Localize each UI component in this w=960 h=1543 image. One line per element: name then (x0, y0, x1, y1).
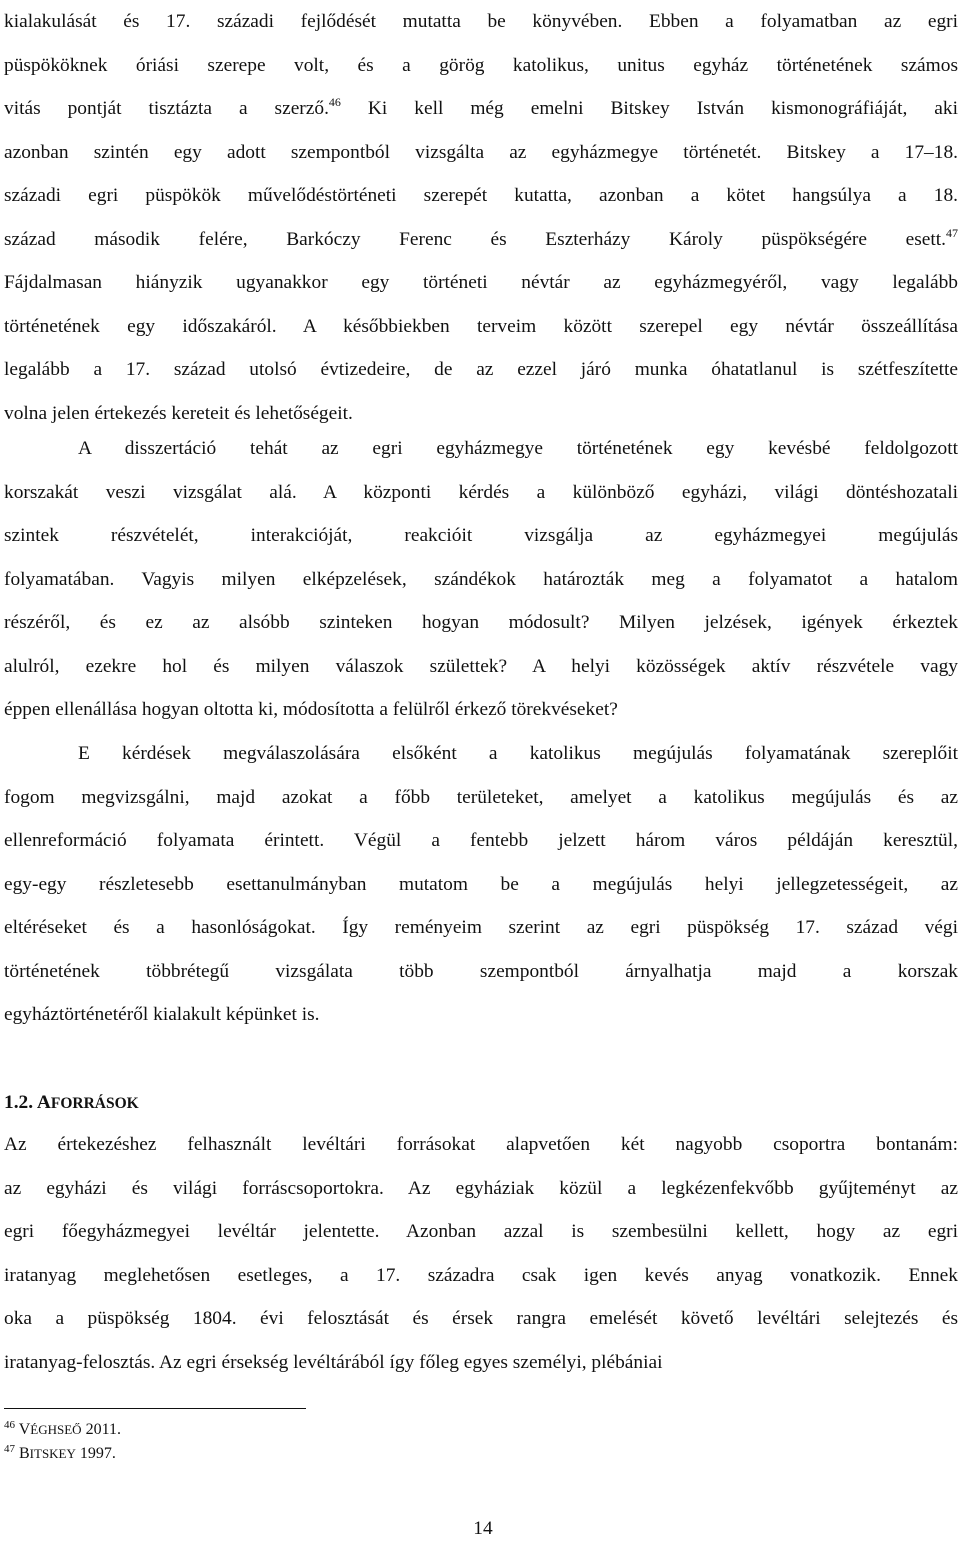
footnote-number: 46 (4, 1419, 15, 1431)
text-line: egyháztörténetéről kialakult képünket is. (4, 1004, 320, 1025)
section-title-rest: FORRÁSOK (50, 1095, 139, 1112)
text-line: püspököknek óriási szerepe volt, és a görög katolikus, unitus egyház történetének számos (4, 54, 958, 76)
body-paragraph-3 (4, 732, 958, 1037)
text-line: korszakát veszi vizsgálat alá. A központi kérdés a különböző egyházi, világi döntéshozatali (4, 481, 958, 503)
text-line: részéről, és ez az alsóbb szinteken hogyan módosult? Milyen jelzések, igények érkeztek (4, 612, 958, 633)
text-line: Fájdalmasan hiányzik ugyanakkor egy történeti névtár az egyházmegyéről, vagy legalább (4, 272, 958, 293)
footnote-year: 2011. (81, 1421, 121, 1438)
footnote-46 (4, 1418, 121, 1442)
text-line: azonban szintén egy adott szempontból vizsgálta az egyházmegye történetét. Bitskey a 17–18. (4, 141, 958, 163)
text-line: kialakulását és 17. századi fejlődését mutatta be könyvében. Ebben a folyamatban az egri (4, 11, 958, 32)
text-line: E kérdések megválaszolására elsőként a katolikus megújulás folyamatának szereplőit (78, 743, 958, 764)
section-number: 1.2. (4, 1092, 34, 1113)
text-line: iratanyag meglehetősen esetleges, a 17. századra csak igen kevés anyag vonatkozik. Ennek (4, 1264, 958, 1286)
text-line (4, 87, 958, 131)
footnote-separator (4, 1408, 306, 1409)
section-heading (4, 1087, 139, 1120)
text-line: Az értekezéshez felhasznált levéltári forrásokat alapvetően két nagyobb csoportra bontanám: (4, 1134, 958, 1155)
body-paragraph-4 (4, 1123, 958, 1384)
footnote-author-rest: ÉGHSEŐ (30, 1422, 82, 1437)
text-line: századi egri püspökök művelődéstörténeti szerepét kutatta, azonban a kötet hangsúlya a 18. (4, 185, 958, 206)
text-line: fogom megvizsgálni, majd azokat a főbb területeket, amelyet a katolikus megújulás és az (4, 786, 958, 808)
text-line: eltéréseket és a hasonlóságokat. Így reményeim szerint az egri püspökség 17. század végi (4, 917, 958, 938)
text-line (4, 218, 958, 262)
text-line: történetének többrétegű vizsgálata több szempontból árnyalhatja majd a korszak (4, 960, 958, 982)
footnote-author-initial: V (18, 1421, 31, 1438)
text-segment: Ki kell még emelni Bitskey István kismonográfiáját, aki (340, 98, 958, 119)
footnote-reference: 46 (328, 95, 341, 109)
page-number: 14 (473, 1518, 493, 1539)
footnote-reference: 47 (946, 225, 958, 240)
text-line: volna jelen értekezés kereteit és lehetőségeit. (4, 402, 353, 424)
footnote-author-initial: B (19, 1445, 30, 1462)
text-line: éppen ellenállása hogyan oltotta ki, módosította a felülről érkező törekvéseket? (4, 699, 618, 720)
text-line: alulról, ezekre hol és milyen válaszok születtek? A helyi közösségek aktív részvétele vagy (4, 655, 958, 677)
body-paragraph-2 (4, 427, 958, 732)
footnotes (4, 1418, 121, 1466)
text-segment: század második felére, Barkóczy Ferenc és Eszterházy Károly püspökségére esett. (4, 228, 946, 250)
footnote-author-rest: ITSKEY (29, 1446, 76, 1461)
text-line: oka a püspökség 1804. évi felosztását és érsek rangra emelését követő levéltári selejtezés és (4, 1308, 958, 1329)
text-line: folyamatában. Vagyis milyen elképzelések, szándékok határozták meg a folyamatot a hatalom (4, 568, 958, 590)
text-line: egy-egy részletesebb esettanulmányban mutatom be a megújulás helyi jellegzetességeit, az (4, 873, 958, 895)
text-line: legalább a 17. század utolsó évtizedeire, de az ezzel járó munka óhatatlanul is szétfeszítette (4, 359, 958, 380)
text-line: iratanyag-felosztás. Az egri érsekség levéltárából így főleg egyes személyi, plébániai (4, 1351, 663, 1373)
body-paragraph-1 (4, 0, 958, 435)
footnote-number: 47 (4, 1443, 15, 1455)
text-line: történetének egy időszakáról. A későbbiekben terveim között szerepel egy névtár összeállítása (4, 315, 958, 337)
footnote-47 (4, 1442, 121, 1466)
text-line: az egyházi és világi forráscsoportokra. Az egyháziak közül a legkézenfekvőbb gyűjteményt az (4, 1177, 958, 1199)
text-line: szintek részvételét, interakcióját, reakcióit vizsgálja az egyházmegyei megújulás (4, 525, 958, 546)
text-segment: vitás pontját tisztázta a szerző. (4, 98, 329, 119)
text-line: ellenreformáció folyamata érintett. Végül a fentebb jelzett három város példáján keresztül, (4, 830, 958, 851)
section-title-initial: A (36, 1092, 51, 1113)
text-line: egri főegyházmegyei levéltár jelentette. Azonban azzal is szembesülni kellett, hogy az egri (4, 1221, 958, 1242)
text-line: A disszertáció tehát az egri egyházmegye történetének egy kevésbé feldolgozott (78, 438, 958, 459)
footnote-year: 1997. (75, 1445, 116, 1462)
